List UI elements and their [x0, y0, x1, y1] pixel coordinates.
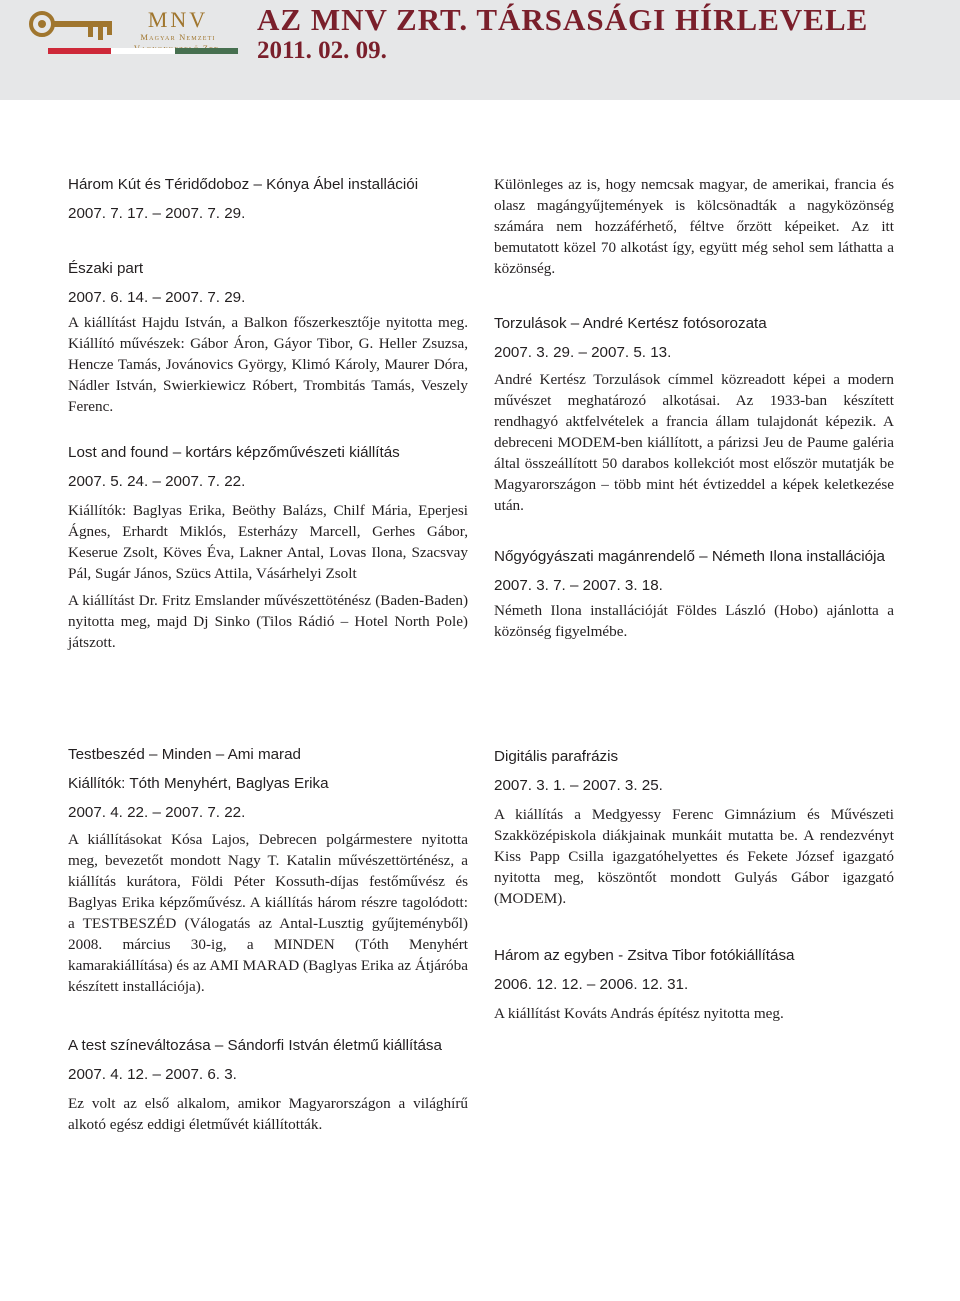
newsletter-header: [0, 0, 960, 100]
section-title: Nőgyógyászati magánrendelő – Németh Ilona installációja: [494, 548, 885, 565]
section-date: 2007. 5. 24. – 2007. 7. 22.: [68, 473, 246, 490]
section-body: André Kertész Torzulások címmel közreadott képei a modern művészet meghatározó alkotásai. Az 1933-ban készített rendhagyó aktfelvételek a francia állam tulajdonát képezik. A debreceni MODEM-ben kiállított, a párizsi Jeu de Paume galéria által összeállított 50 darabos kollekciót most először mutatják be Magyarországon – több mint hét évtizeddel a képek keletkezése után.: [494, 371, 894, 514]
section-title: Három az egyben - Zsitva Tibor fotókiállítása: [494, 947, 795, 964]
section-title: Testbeszéd – Minden – Ami marad: [68, 746, 301, 763]
logo-name: MNV: [147, 7, 209, 32]
section-body: A kiállítás a Medgyessy Ferenc Gimnázium és Művészeti Szakközépiskola diákjainak munkáit mutatta be. A rendezvényt Kiss Papp Csilla igazgatóhelyettes és Fekete József igazgató nyitotta meg, köszöntőt mondott Gulyás Gábor igazgató (MODEM).: [494, 806, 894, 907]
section-body: A kiállítást Dr. Fritz Emslander művészettöténész (Baden-Baden) nyitotta meg, majd Dj Sinko (Tilos Rádió – Hotel North Pole) játszott.: [68, 592, 468, 651]
section-body: Németh Ilona installációját Földes László (Hobo) ajánlotta a közönség figyelmébe.: [494, 602, 894, 640]
section-body: Különleges az is, hogy nemcsak magyar, de amerikai, francia és olasz magángyűjtemények is kölcsönadták a nagyközönség számára nem hozzáférhető, féltve őrzött képeiket. Az itt bemutatott közel 70 alkotást így, együtt még sehol sem láthatta a közönség.: [494, 176, 894, 277]
section-date: 2007. 7. 17. – 2007. 7. 29.: [68, 205, 246, 222]
mnv-logo: [28, 6, 218, 58]
newsletter-title: AZ MNV ZRT. TÁRSASÁGI HÍRLEVELE: [257, 2, 869, 37]
section-body: Ez volt az első alkalom, amikor Magyarországon a világhírű alkotó egész eddigi életművét kiállították.: [68, 1095, 468, 1133]
flag-stripe: [48, 48, 238, 54]
flag-green: [175, 48, 238, 54]
section-date: 2007. 3. 7. – 2007. 3. 18.: [494, 577, 663, 594]
section-subtitle: Kiállítók: Tóth Menyhért, Baglyas Erika: [68, 775, 329, 792]
section-body: Kiállítók: Baglyas Erika, Beöthy Balázs, Chilf Mária, Eperjesi Ágnes, Erhardt Miklós, Esterházy Marcell, Gerhes Gábor, Keserue Zsolt, Köves Éva, Lakner Antal, Lovas Ilona, Szacsvay Pál, Sugár János, Szücs Attila, Vásárhelyi Zsolt: [68, 502, 468, 582]
left-column-bottom: [68, 744, 468, 1135]
section-body: A kiállítást Kováts András építész nyitotta meg.: [494, 1005, 784, 1022]
section-title: Digitális parafrázis: [494, 748, 619, 765]
section-title: A test színeváltozása – Sándorfi István életmű kiállítása: [68, 1037, 442, 1054]
section-title: Torzulások – André Kertész fotósorozata: [494, 315, 767, 332]
section-date: 2007. 3. 1. – 2007. 3. 25.: [494, 777, 663, 794]
section-title: Északi part: [68, 260, 144, 277]
flag-red: [48, 48, 111, 54]
section-title: Lost and found – kortárs képzőművészeti kiállítás: [68, 444, 400, 461]
section-date: 2006. 12. 12. – 2006. 12. 31.: [494, 976, 689, 993]
section-title: Három Kút és Téridődoboz – Kónya Ábel installációi: [68, 176, 419, 193]
section-date: 2007. 4. 22. – 2007. 7. 22.: [68, 804, 246, 821]
logo-subtitle-1: Magyar Nemzeti: [140, 32, 216, 42]
section-date: 2007. 4. 12. – 2007. 6. 3.: [68, 1066, 237, 1083]
right-column-top: [494, 174, 894, 642]
section-body: A kiállításokat Kósa Lajos, Debrecen polgármestere nyitotta meg, bevezetőt mondott Nagy T. Katalin művészettörténész, a kiállítás kurátora, Földi Péter Kossuth-díjas festőművész és Baglyas Erika képzőművész. A kiállítás három részre tagolódott: a TESTBESZÉD (Válogatás az Antal-Lusztig gyűjteményből) 2008. március 30-ig, a MINDEN (Tóth Menyhért kamarakiállítása) és az AMI MARAD (Baglyas Erika az Átjáróba készített installációja).: [68, 831, 468, 995]
left-column-top: [68, 174, 468, 653]
section-date: 2007. 3. 29. – 2007. 5. 13.: [494, 344, 672, 361]
newsletter-date: 2011. 02. 09.: [257, 37, 387, 64]
section-body: A kiállítást Hajdu István, a Balkon főszerkesztője nyitotta meg. Kiállító művészek: Gábor Áron, Gáyor Tibor, G. Heller Zsuzsa, Hencze Tamás, Jovánovics György, Klimó Károly, Maurer Dóra, Nádler István, Swierkiewicz Róbert, Trombitás Tamás, Veszely Ferenc.: [68, 314, 468, 415]
flag-white: [111, 48, 174, 54]
section-date: 2007. 6. 14. – 2007. 7. 29.: [68, 289, 246, 306]
key-icon: [28, 6, 128, 46]
right-column-bottom: [494, 746, 894, 1024]
